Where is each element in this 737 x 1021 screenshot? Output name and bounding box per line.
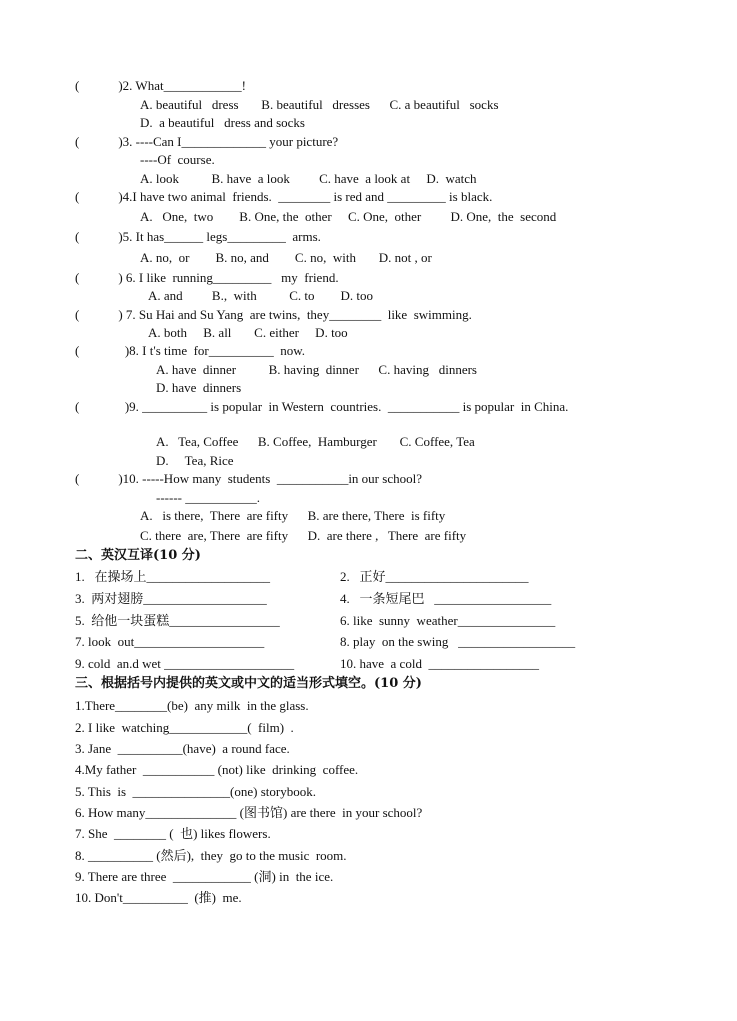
question-6-stem: ( ) 6. I like running_________ my friend. (75, 270, 339, 285)
question-9-options: D. Tea, Rice (156, 453, 234, 468)
fill-blank-item: 7. She ________ ( 也) likes flowers. (75, 826, 271, 841)
question-7-options: A. both B. all C. either D. too (148, 325, 348, 340)
translation-item: 10. have a cold _________________ (340, 656, 539, 671)
question-8-options: D. have dinners (156, 380, 242, 395)
translation-item: 2. 正好______________________ (340, 569, 529, 584)
question-10-stem: ( )10. -----How many students ___________in our school? (75, 471, 422, 486)
fill-blank-item: 10. Don't__________ (推) me. (75, 890, 242, 905)
translation-item: 8. play on the swing __________________ (340, 634, 576, 649)
question-4-stem: ( )4.I have two animal friends. ________ is red and _________ is black. (75, 189, 493, 204)
fill-blank-item: 2. I like watching____________( film) . (75, 720, 294, 735)
section-3-title: 三、根据括号内提供的英文或中文的适当形式填空。(10 分) (75, 676, 422, 691)
question-7-stem: ( ) 7. Su Hai and Su Yang are twins, they________ like swimming. (75, 307, 472, 322)
question-9-options: A. Tea, Coffee B. Coffee, Hamburger C. Coffee, Tea (156, 434, 475, 449)
translation-item: 1. 在操场上___________________ (75, 569, 271, 584)
fill-blank-item: 1.There________(be) any milk in the glass. (75, 698, 309, 713)
fill-blank-item: 9. There are three ____________ (洞) in the ice. (75, 869, 334, 884)
question-10-options: ------ ___________. (156, 490, 260, 505)
question-2-stem: ( )2. What____________! (75, 78, 246, 93)
question-2-options: D. a beautiful dress and socks (140, 115, 305, 130)
question-4-options: A. One, two B. One, the other C. One, other D. One, the second (140, 209, 557, 224)
section-2-title: 二、英汉互译(10 分) (75, 548, 201, 563)
fill-blank-item: 6. How many______________ (图书馆) are there in your school? (75, 805, 423, 820)
translation-item: 7. look out____________________ (75, 634, 265, 649)
question-10-options: A. is there, There are fifty B. are there, There is fifty (140, 508, 446, 523)
question-3-stem: ( )3. ----Can I_____________ your picture? (75, 134, 339, 149)
question-10-options: C. there are, There are fifty D. are there , There are fifty (140, 528, 467, 543)
question-3-options: ----Of course. (140, 152, 215, 167)
translation-item: 6. like sunny weather_______________ (340, 613, 556, 628)
question-6-options: A. and B., with C. to D. too (148, 288, 373, 303)
question-5-options: A. no, or B. no, and C. no, with D. not , or (140, 250, 432, 265)
fill-blank-item: 8. __________ (然后), they go to the music room. (75, 848, 347, 863)
translation-item: 4. 一条短尾巴 __________________ (340, 591, 552, 606)
question-8-stem: ( )8. I t's time for__________ now. (75, 343, 306, 358)
question-9-stem: ( )9. __________ is popular in Western countries. ___________ is popular in China. (75, 399, 569, 414)
fill-blank-item: 4.My father ___________ (not) like drinking coffee. (75, 762, 359, 777)
translation-item: 9. cold an.d wet ____________________ (75, 656, 295, 671)
fill-blank-item: 5. This is _______________(one) storybook. (75, 784, 316, 799)
fill-blank-item: 3. Jane __________(have) a round face. (75, 741, 290, 756)
question-5-stem: ( )5. It has______ legs_________ arms. (75, 229, 321, 244)
question-8-options: A. have dinner B. having dinner C. having dinners (156, 362, 477, 377)
translation-item: 3. 两对翅膀___________________ (75, 591, 267, 606)
question-3-options: A. look B. have a look C. have a look at D. watch (140, 171, 477, 186)
translation-item: 5. 给他一块蛋糕_________________ (75, 613, 280, 628)
question-2-options: A. beautiful dress B. beautiful dresses C. a beautiful socks (140, 97, 499, 112)
